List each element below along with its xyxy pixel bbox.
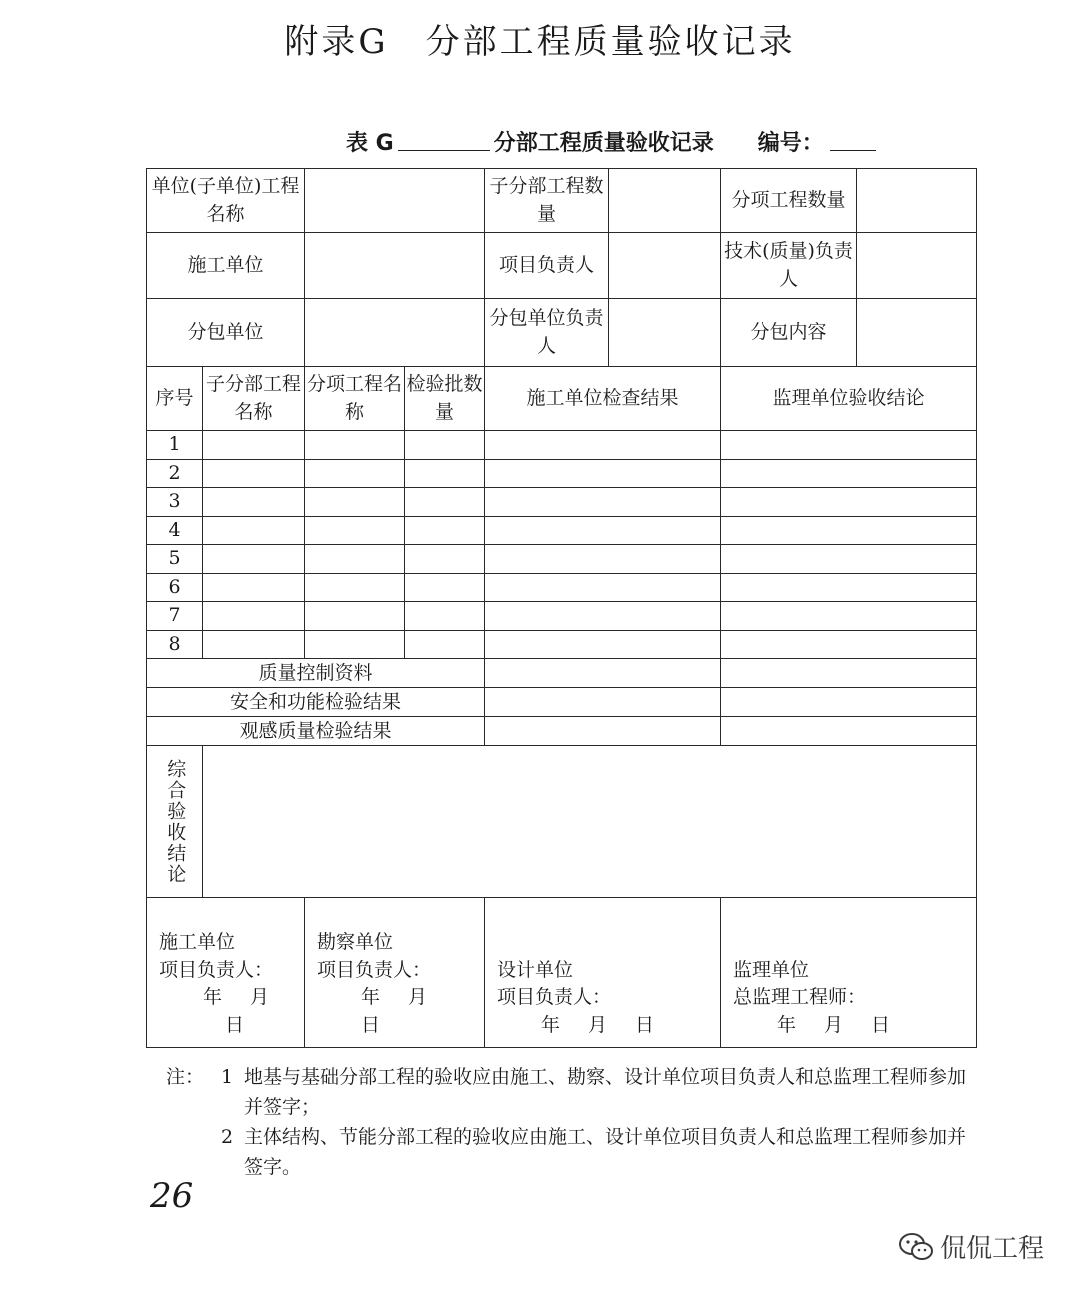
row-supervision-conclusion[interactable] [721, 545, 977, 574]
table-number-label: 编号： [757, 131, 824, 156]
page-title: 附录G 分部工程质量验收记录 [284, 22, 796, 62]
summary-supervision-appearance[interactable] [721, 717, 977, 746]
table-name-blank [398, 150, 490, 151]
header-row-subcontractor [147, 299, 977, 367]
row-batch-count[interactable] [405, 630, 485, 659]
row-construction-result[interactable] [485, 602, 721, 631]
row-number: 3 [147, 488, 203, 517]
notes [166, 1062, 974, 1182]
row-sub-name[interactable] [203, 573, 305, 602]
table-row [147, 573, 977, 602]
header-label-subcontractor-manager: 分包单位负责人 [485, 299, 609, 367]
header-row-contractor [147, 233, 977, 299]
col-header-seq: 序号 [147, 367, 203, 431]
signature-unit: 监理单位 [733, 958, 810, 981]
row-batch-count[interactable] [405, 459, 485, 488]
signature-date: 年 月日 [361, 986, 434, 1036]
col-header-batch-count: 检验批数量 [405, 367, 485, 431]
row-batch-count[interactable] [405, 545, 485, 574]
summary-supervision-safety-function[interactable] [721, 688, 977, 717]
header-value-subcontract-content[interactable] [857, 299, 977, 367]
row-batch-count[interactable] [405, 602, 485, 631]
table-number-blank [830, 150, 876, 151]
row-number: 5 [147, 545, 203, 574]
summary-label-safety-function: 安全和功能检验结果 [147, 688, 485, 717]
row-sub-name[interactable] [203, 488, 305, 517]
row-sub-name[interactable] [203, 630, 305, 659]
signature-block-supervision[interactable] [721, 898, 977, 1048]
overall-conclusion-row [147, 746, 977, 898]
row-construction-result[interactable] [485, 488, 721, 517]
header-value-contractor[interactable] [305, 233, 485, 299]
row-batch-count[interactable] [405, 573, 485, 602]
row-construction-result[interactable] [485, 573, 721, 602]
col-header-supervision-conclusion: 监理单位验收结论 [721, 367, 977, 431]
signature-block-design[interactable] [485, 898, 721, 1048]
row-supervision-conclusion[interactable] [721, 630, 977, 659]
row-number: 7 [147, 602, 203, 631]
summary-label-quality-control: 质量控制资料 [147, 659, 485, 688]
notes-label: 注： [166, 1066, 205, 1088]
watermark-text: 侃侃工程 [940, 1233, 1045, 1263]
row-number: 2 [147, 459, 203, 488]
summary-label-appearance: 观感质量检验结果 [147, 717, 485, 746]
note-text: 地基与基础分部工程的验收应由施工、勘察、设计单位项目负责人和总监理工程师参加并签字； [244, 1066, 967, 1118]
row-number: 6 [147, 573, 203, 602]
row-number: 4 [147, 516, 203, 545]
row-item-name[interactable] [305, 488, 405, 517]
signature-block-survey[interactable] [305, 898, 485, 1048]
summary-row-appearance [147, 717, 977, 746]
header-value-subdivision-count[interactable] [609, 169, 721, 233]
row-item-name[interactable] [305, 630, 405, 659]
header-label-contractor: 施工单位 [147, 233, 305, 299]
header-value-subcontractor[interactable] [305, 299, 485, 367]
note-text: 主体结构、节能分部工程的验收应由施工、设计单位项目负责人和总监理工程师参加并签字。 [244, 1126, 967, 1178]
row-sub-name[interactable] [203, 516, 305, 545]
overall-conclusion-label [147, 746, 203, 898]
note-number: 2 [220, 1126, 234, 1148]
row-sub-name[interactable] [203, 602, 305, 631]
acceptance-record-table [146, 168, 977, 1048]
signature-block-contractor[interactable] [147, 898, 305, 1048]
row-item-name[interactable] [305, 573, 405, 602]
header-row-unit [147, 169, 977, 233]
col-header-item-name: 分项工程名称 [305, 367, 405, 431]
signature-unit: 设计单位 [497, 958, 574, 981]
note-number: 1 [220, 1066, 234, 1088]
row-supervision-conclusion[interactable] [721, 431, 977, 460]
header-label-subcontractor: 分包单位 [147, 299, 305, 367]
row-supervision-conclusion[interactable] [721, 459, 977, 488]
signature-date: 年 月 日 [777, 1013, 897, 1036]
header-value-project-manager[interactable] [609, 233, 721, 299]
header-value-subcontractor-manager[interactable] [609, 299, 721, 367]
row-item-name[interactable] [305, 545, 405, 574]
row-construction-result[interactable] [485, 516, 721, 545]
signature-unit: 勘察单位 [317, 931, 394, 954]
wechat-icon [898, 1232, 934, 1262]
row-construction-result[interactable] [485, 630, 721, 659]
row-item-name[interactable] [305, 431, 405, 460]
summary-construction-quality-control[interactable] [485, 659, 721, 688]
row-batch-count[interactable] [405, 516, 485, 545]
row-item-name[interactable] [305, 516, 405, 545]
row-number: 1 [147, 431, 203, 460]
row-supervision-conclusion[interactable] [721, 516, 977, 545]
summary-row-quality-control [147, 659, 977, 688]
watermark [898, 1228, 1044, 1265]
header-label-project-manager: 项目负责人 [485, 233, 609, 299]
signature-role: 项目负责人： [497, 986, 612, 1009]
row-sub-name[interactable] [203, 545, 305, 574]
signature-unit: 施工单位 [159, 931, 236, 954]
row-sub-name[interactable] [203, 459, 305, 488]
header-value-unit-project-name[interactable] [305, 169, 485, 233]
row-number: 8 [147, 630, 203, 659]
signature-date: 年 月日 [203, 986, 276, 1036]
note-item [166, 1062, 974, 1122]
signature-role: 项目负责人： [159, 958, 274, 981]
row-batch-count[interactable] [405, 431, 485, 460]
table-row [147, 488, 977, 517]
table-row [147, 602, 977, 631]
table-row [147, 431, 977, 460]
column-header-row [147, 367, 977, 431]
table-caption [346, 126, 876, 157]
table-row [147, 459, 977, 488]
summary-row-safety-function [147, 688, 977, 717]
summary-construction-safety-function[interactable] [485, 688, 721, 717]
signature-role: 总监理工程师： [733, 986, 867, 1009]
row-supervision-conclusion[interactable] [721, 488, 977, 517]
summary-construction-appearance[interactable] [485, 717, 721, 746]
summary-supervision-quality-control[interactable] [721, 659, 977, 688]
page-number: 26 [150, 1176, 194, 1216]
row-item-name[interactable] [305, 602, 405, 631]
note-item [166, 1122, 974, 1182]
row-sub-name[interactable] [203, 431, 305, 460]
table-row [147, 630, 977, 659]
header-value-technical-manager[interactable] [857, 233, 977, 299]
header-label-subcontract-content: 分包内容 [721, 299, 857, 367]
row-batch-count[interactable] [405, 488, 485, 517]
header-label-unit-project-name: 单位(子单位)工程名称 [147, 169, 305, 233]
header-label-technical-manager: 技术(质量)负责人 [721, 233, 857, 299]
col-header-sub-name: 子分部工程名称 [203, 367, 305, 431]
row-supervision-conclusion[interactable] [721, 573, 977, 602]
row-supervision-conclusion[interactable] [721, 602, 977, 631]
table-row [147, 516, 977, 545]
header-label-subdivision-count: 子分部工程数量 [485, 169, 609, 233]
table-caption-prefix: 表 G [346, 131, 394, 156]
row-construction-result[interactable] [485, 431, 721, 460]
col-header-construction-result: 施工单位检查结果 [485, 367, 721, 431]
header-value-item-count[interactable] [857, 169, 977, 233]
overall-conclusion-text: 综合验收结论 [164, 758, 187, 885]
table-caption-name: 分部工程质量验收记录 [493, 131, 714, 156]
overall-conclusion-value[interactable] [203, 746, 977, 898]
row-item-name[interactable] [305, 459, 405, 488]
signature-row [147, 898, 977, 1048]
row-construction-result[interactable] [485, 459, 721, 488]
table-row [147, 545, 977, 574]
header-label-item-count: 分项工程数量 [721, 169, 857, 233]
signature-date: 年 月 日 [541, 1013, 661, 1036]
signature-role: 项目负责人： [317, 958, 432, 981]
row-construction-result[interactable] [485, 545, 721, 574]
